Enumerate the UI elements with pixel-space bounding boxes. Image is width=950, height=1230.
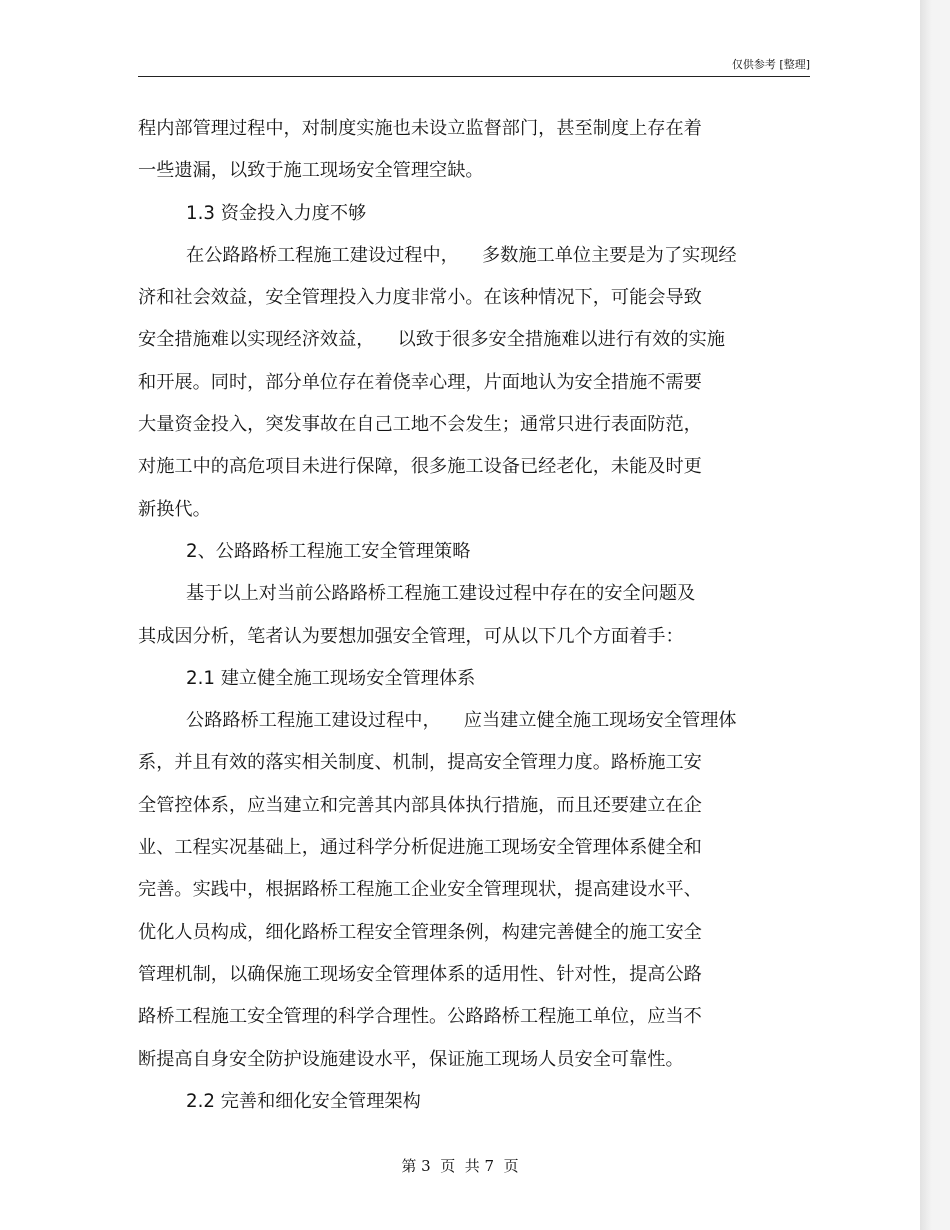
text-line: 安全措施难以实现经济效益， 以致于很多安全措施难以进行有效的实施 [138, 329, 725, 351]
text-line: 对施工中的高危项目未进行保障，很多施工设备已经老化，未能及时更 [138, 456, 702, 478]
text-line: 在公路路桥工程施工建设过程中， 多数施工单位主要是为了实现经 [186, 244, 737, 266]
text-line: 优化人员构成，细化路桥工程安全管理条例，构建完善健全的施工安全 [138, 921, 702, 943]
page-shadow [920, 0, 950, 1230]
text-line: 大量资金投入，突发事故在自己工地不会发生；通常只进行表面防范， [138, 414, 702, 436]
section-heading: 1.3 资金投入力度不够 [186, 202, 367, 224]
text-line: 全管控体系，应当建立和完善其内部具体执行措施，而且还要建立在企 [138, 794, 702, 816]
text-line: 一些遗漏，以致于施工现场安全管理空缺。 [138, 160, 484, 182]
text-line: 基于以上对当前公路路桥工程施工建设过程中存在的安全问题及 [186, 583, 696, 605]
page-footer: 第 3 页 共 7 页 [401, 1157, 519, 1175]
text-line: 业、工程实况基础上，通过科学分析促进施工现场安全管理体系健全和 [138, 837, 702, 859]
text-line: 新换代。 [138, 498, 211, 520]
text-line: 系，并且有效的落实相关制度、机制，提高安全管理力度。路桥施工安 [138, 752, 702, 774]
section-heading: 2.2 完善和细化安全管理架构 [186, 1090, 421, 1112]
text-line: 路桥工程施工安全管理的科学合理性。公路路桥工程施工单位，应当不 [138, 1006, 702, 1028]
text-line: 济和社会效益，安全管理投入力度非常小。在该种情况下，可能会导致 [138, 287, 702, 309]
text-line: 断提高自身安全防护设施建设水平，保证施工现场人员安全可靠性。 [138, 1048, 684, 1070]
body-text [138, 108, 818, 1123]
text-line: 程内部管理过程中，对制度实施也未设立监督部门，甚至制度上存在着 [138, 118, 702, 139]
section-heading: 2、公路路桥工程施工安全管理策略 [186, 540, 471, 562]
text-line: 管理机制，以确保施工现场安全管理体系的适用性、针对性，提高公路 [138, 963, 702, 985]
header-rule [138, 76, 810, 77]
section-heading: 2.1 建立健全施工现场安全管理体系 [186, 667, 476, 689]
text-line: 和开展。同时，部分单位存在着侥幸心理，片面地认为安全措施不需要 [138, 371, 702, 393]
header-note: 仅供参考 [整理] [731, 58, 810, 71]
text-line: 完善。实践中，根据路桥工程施工企业安全管理现状，提高建设水平、 [138, 879, 702, 901]
text-line: 其成因分析，笔者认为要想加强安全管理，可从以下几个方面着手： [138, 625, 684, 647]
text-line: 公路路桥工程施工建设过程中， 应当建立健全施工现场安全管理体 [186, 710, 737, 732]
